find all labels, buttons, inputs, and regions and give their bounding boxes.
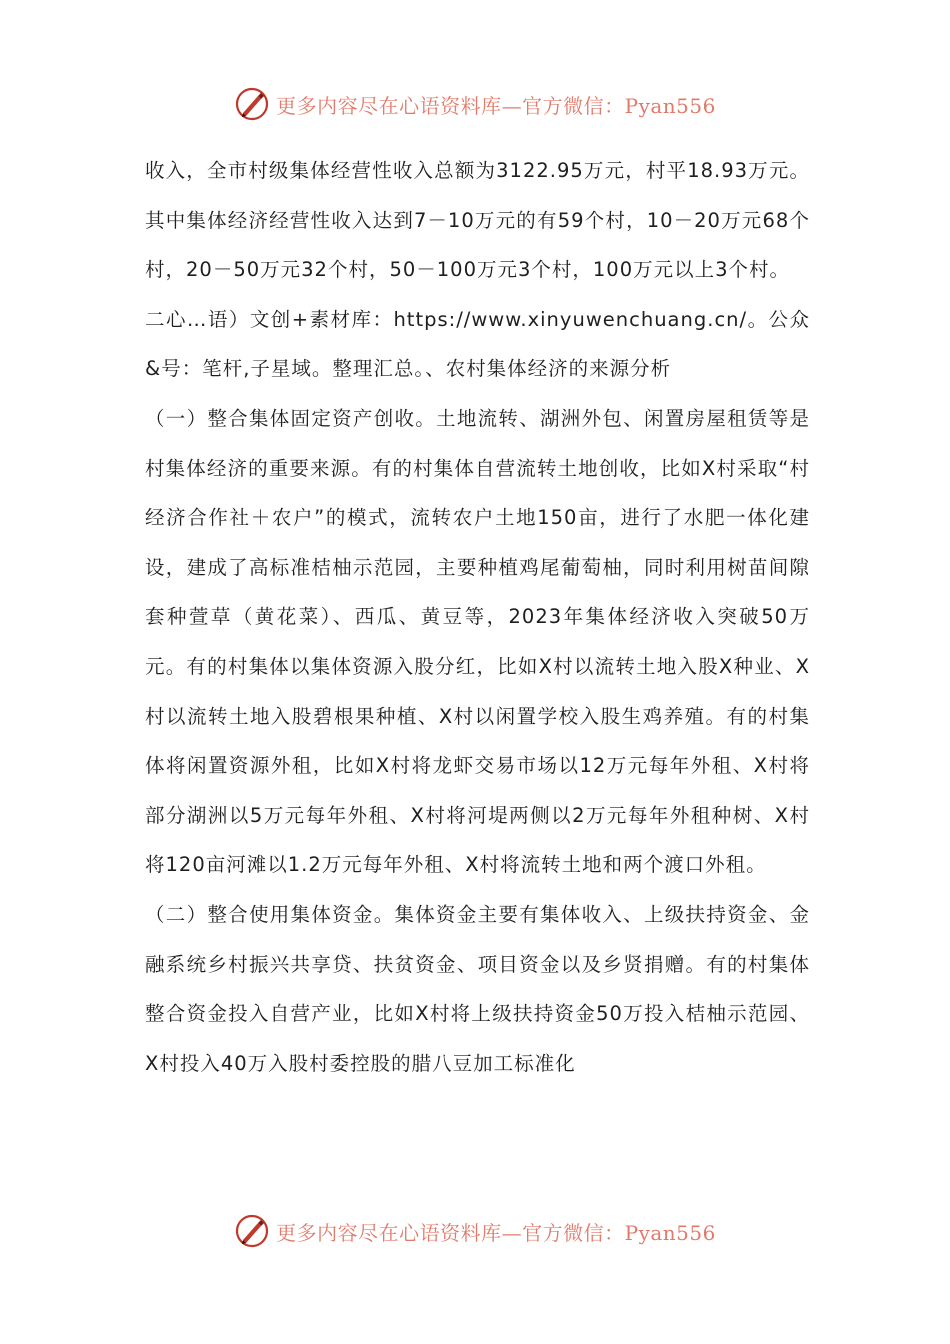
pen-seal-icon — [234, 1213, 270, 1249]
paragraph-collective-funds: （二）整合使用集体资金。集体资金主要有集体收入、上级扶持资金、金融系统乡村振兴共享贷、扶贫资金、项目资金以及乡贤捐赠。有的村集体整合资金投入自营产业，比如X村将上级扶持资金50万投入桔柚示范园、X村投入40万入股村委控股的腊八豆加工标准化 — [145, 902, 810, 1075]
banner-text: 更多内容尽在心语资料库—官方微信：Pyan556 — [276, 1220, 716, 1245]
pen-seal-icon — [234, 86, 270, 122]
paragraph-income-summary: 收入，全市村级集体经营性收入总额为3122.95万元，村平18.93万元。其中集体经济经营性收入达到7－10万元的有59个村，10－20万元68个村，20－50万元32个村，50－100万元3个村，100万元以上3个村。 — [145, 159, 810, 282]
footer-banner — [0, 1211, 950, 1251]
header-banner — [0, 84, 950, 124]
banner-text: 更多内容尽在心语资料库—官方微信：Pyan556 — [276, 93, 716, 118]
paragraph-fixed-assets: （一）整合集体固定资产创收。土地流转、湖洲外包、闲置房屋租赁等是村集体经济的重要来源。有的村集体自营流转土地创收，比如X村采取“村经济合作社＋农户”的模式，流转农户土地150亩，进行了水肥一体化建设，建成了高标准桔柚示范园，主要种植鸡尾葡萄柚，同时利用树苗间隙套种萱草（黄花菜）、西瓜、黄豆等，2023年集体经济收入突破50万元。有的村集体以集体资源入股分红，比如X村以流转土地入股X种业、X村以流转土地入股碧根果种植、X村以闲置学校入股生鸡养殖。有的村集体将闲置资源外租，比如X村将龙虾交易市场以12万元每年外租、X村将部分湖洲以5万元每年外租、X村将河堤两侧以2万元每年外租种树、X村将120亩河滩以1.2万元每年外租、X村将流转土地和两个渡口外租。 — [145, 406, 810, 877]
document-body — [145, 146, 810, 1088]
paragraph-section-heading: 二心…语）文创+素材库：https://www.xinyuwenchuang.cn/。公众&号：笔杆,子星域。整理汇总。、农村集体经济的来源分析 — [145, 307, 810, 381]
